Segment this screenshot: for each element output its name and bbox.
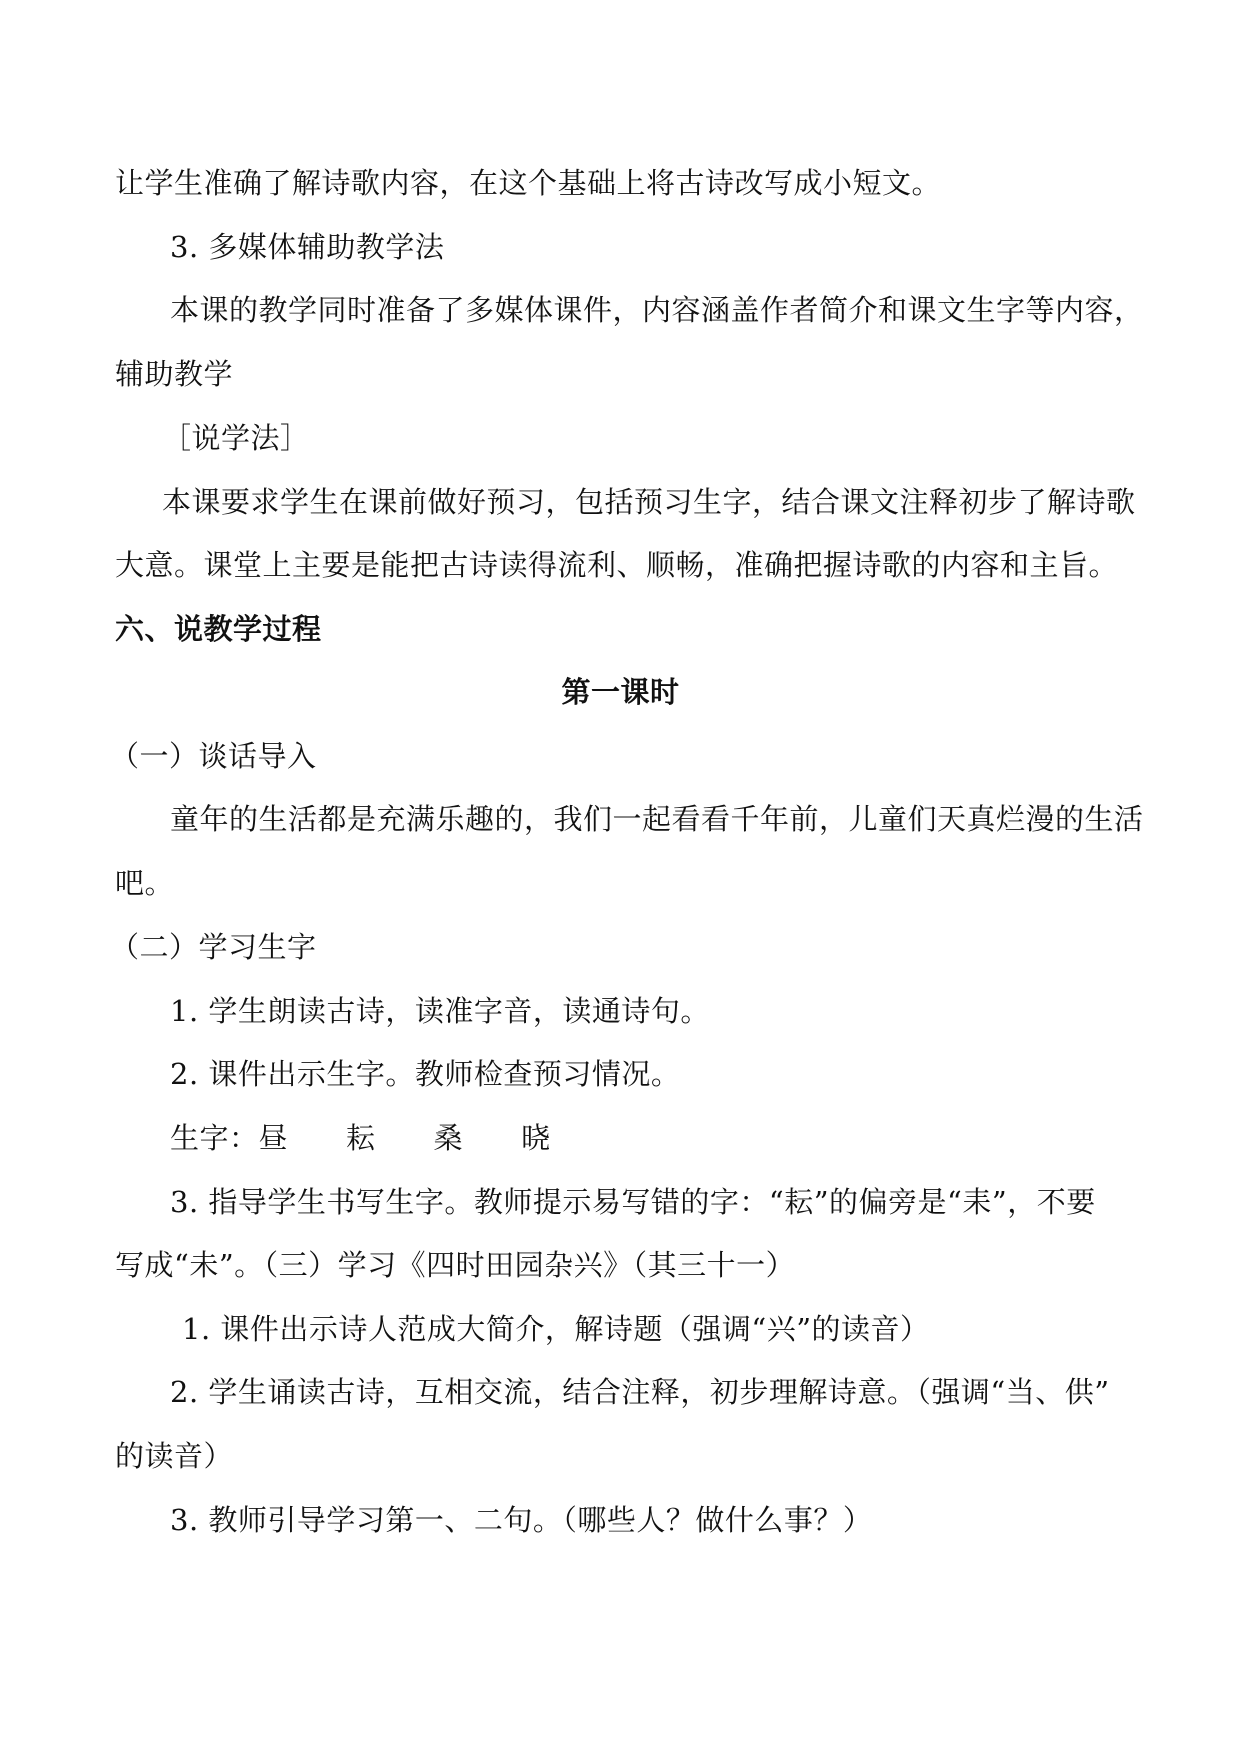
- lesson-title: 第一课时: [561, 675, 680, 709]
- subsection-heading: （一）谈话导入: [110, 739, 317, 773]
- list-item: 1. 课件出示诗人范成大简介，解诗题（强调“兴”的读音）: [182, 1312, 930, 1346]
- paragraph-line: 让学生准确了解诗歌内容，在这个基础上将古诗改写成小短文。: [115, 166, 942, 200]
- section-heading: 六、说教学过程: [115, 612, 322, 646]
- shengzi-char: 昼: [258, 1121, 289, 1155]
- shengzi-row: [170, 1118, 1190, 1158]
- paragraph-line: 吧。: [115, 866, 175, 900]
- list-item: 2. 课件出示生字。教师检查预习情况。: [170, 1057, 681, 1091]
- list-item: 1. 学生朗读古诗，读准字音，读通诗句。: [170, 994, 710, 1028]
- shengzi-char: 耘: [346, 1121, 376, 1155]
- list-item: 3. 教师引导学习第一、二句。（哪些人？做什么事？）: [170, 1503, 873, 1537]
- paragraph-line: 本课的教学同时准备了多媒体课件，内容涵盖作者简介和课文生字等内容，: [170, 293, 1144, 327]
- paragraph-line: 的读音）: [115, 1439, 234, 1473]
- list-item: 2. 学生诵读古诗，互相交流，结合注释，初步理解诗意。（强调“当、供”: [170, 1375, 1110, 1409]
- paragraph-line: 童年的生活都是充满乐趣的，我们一起看看千年前，儿童们天真烂漫的生活: [170, 802, 1144, 836]
- shengzi-char: 桑: [433, 1121, 464, 1155]
- subsection-heading: （二）学习生字: [110, 930, 317, 964]
- paragraph-line: 辅助教学: [115, 357, 234, 391]
- paragraph-line: 大意。课堂上主要是能把古诗读得流利、顺畅，准确把握诗歌的内容和主旨。: [115, 548, 1119, 582]
- paragraph-line: 写成“未”。（三）学习《四时田园杂兴》（其三十一）: [115, 1248, 796, 1282]
- shengzi-label: 生字：: [170, 1121, 259, 1155]
- section-label: ［说学法］: [162, 421, 310, 455]
- list-item: 3. 指导学生书写生字。教师提示易写错的字：“耘”的偏旁是“耒”，不要: [170, 1185, 1096, 1219]
- paragraph-line: 本课要求学生在课前做好预习，包括预习生字，结合课文注释初步了解诗歌: [162, 485, 1136, 519]
- shengzi-char: 晓: [521, 1121, 551, 1155]
- method-heading: 3. 多媒体辅助教学法: [170, 230, 445, 264]
